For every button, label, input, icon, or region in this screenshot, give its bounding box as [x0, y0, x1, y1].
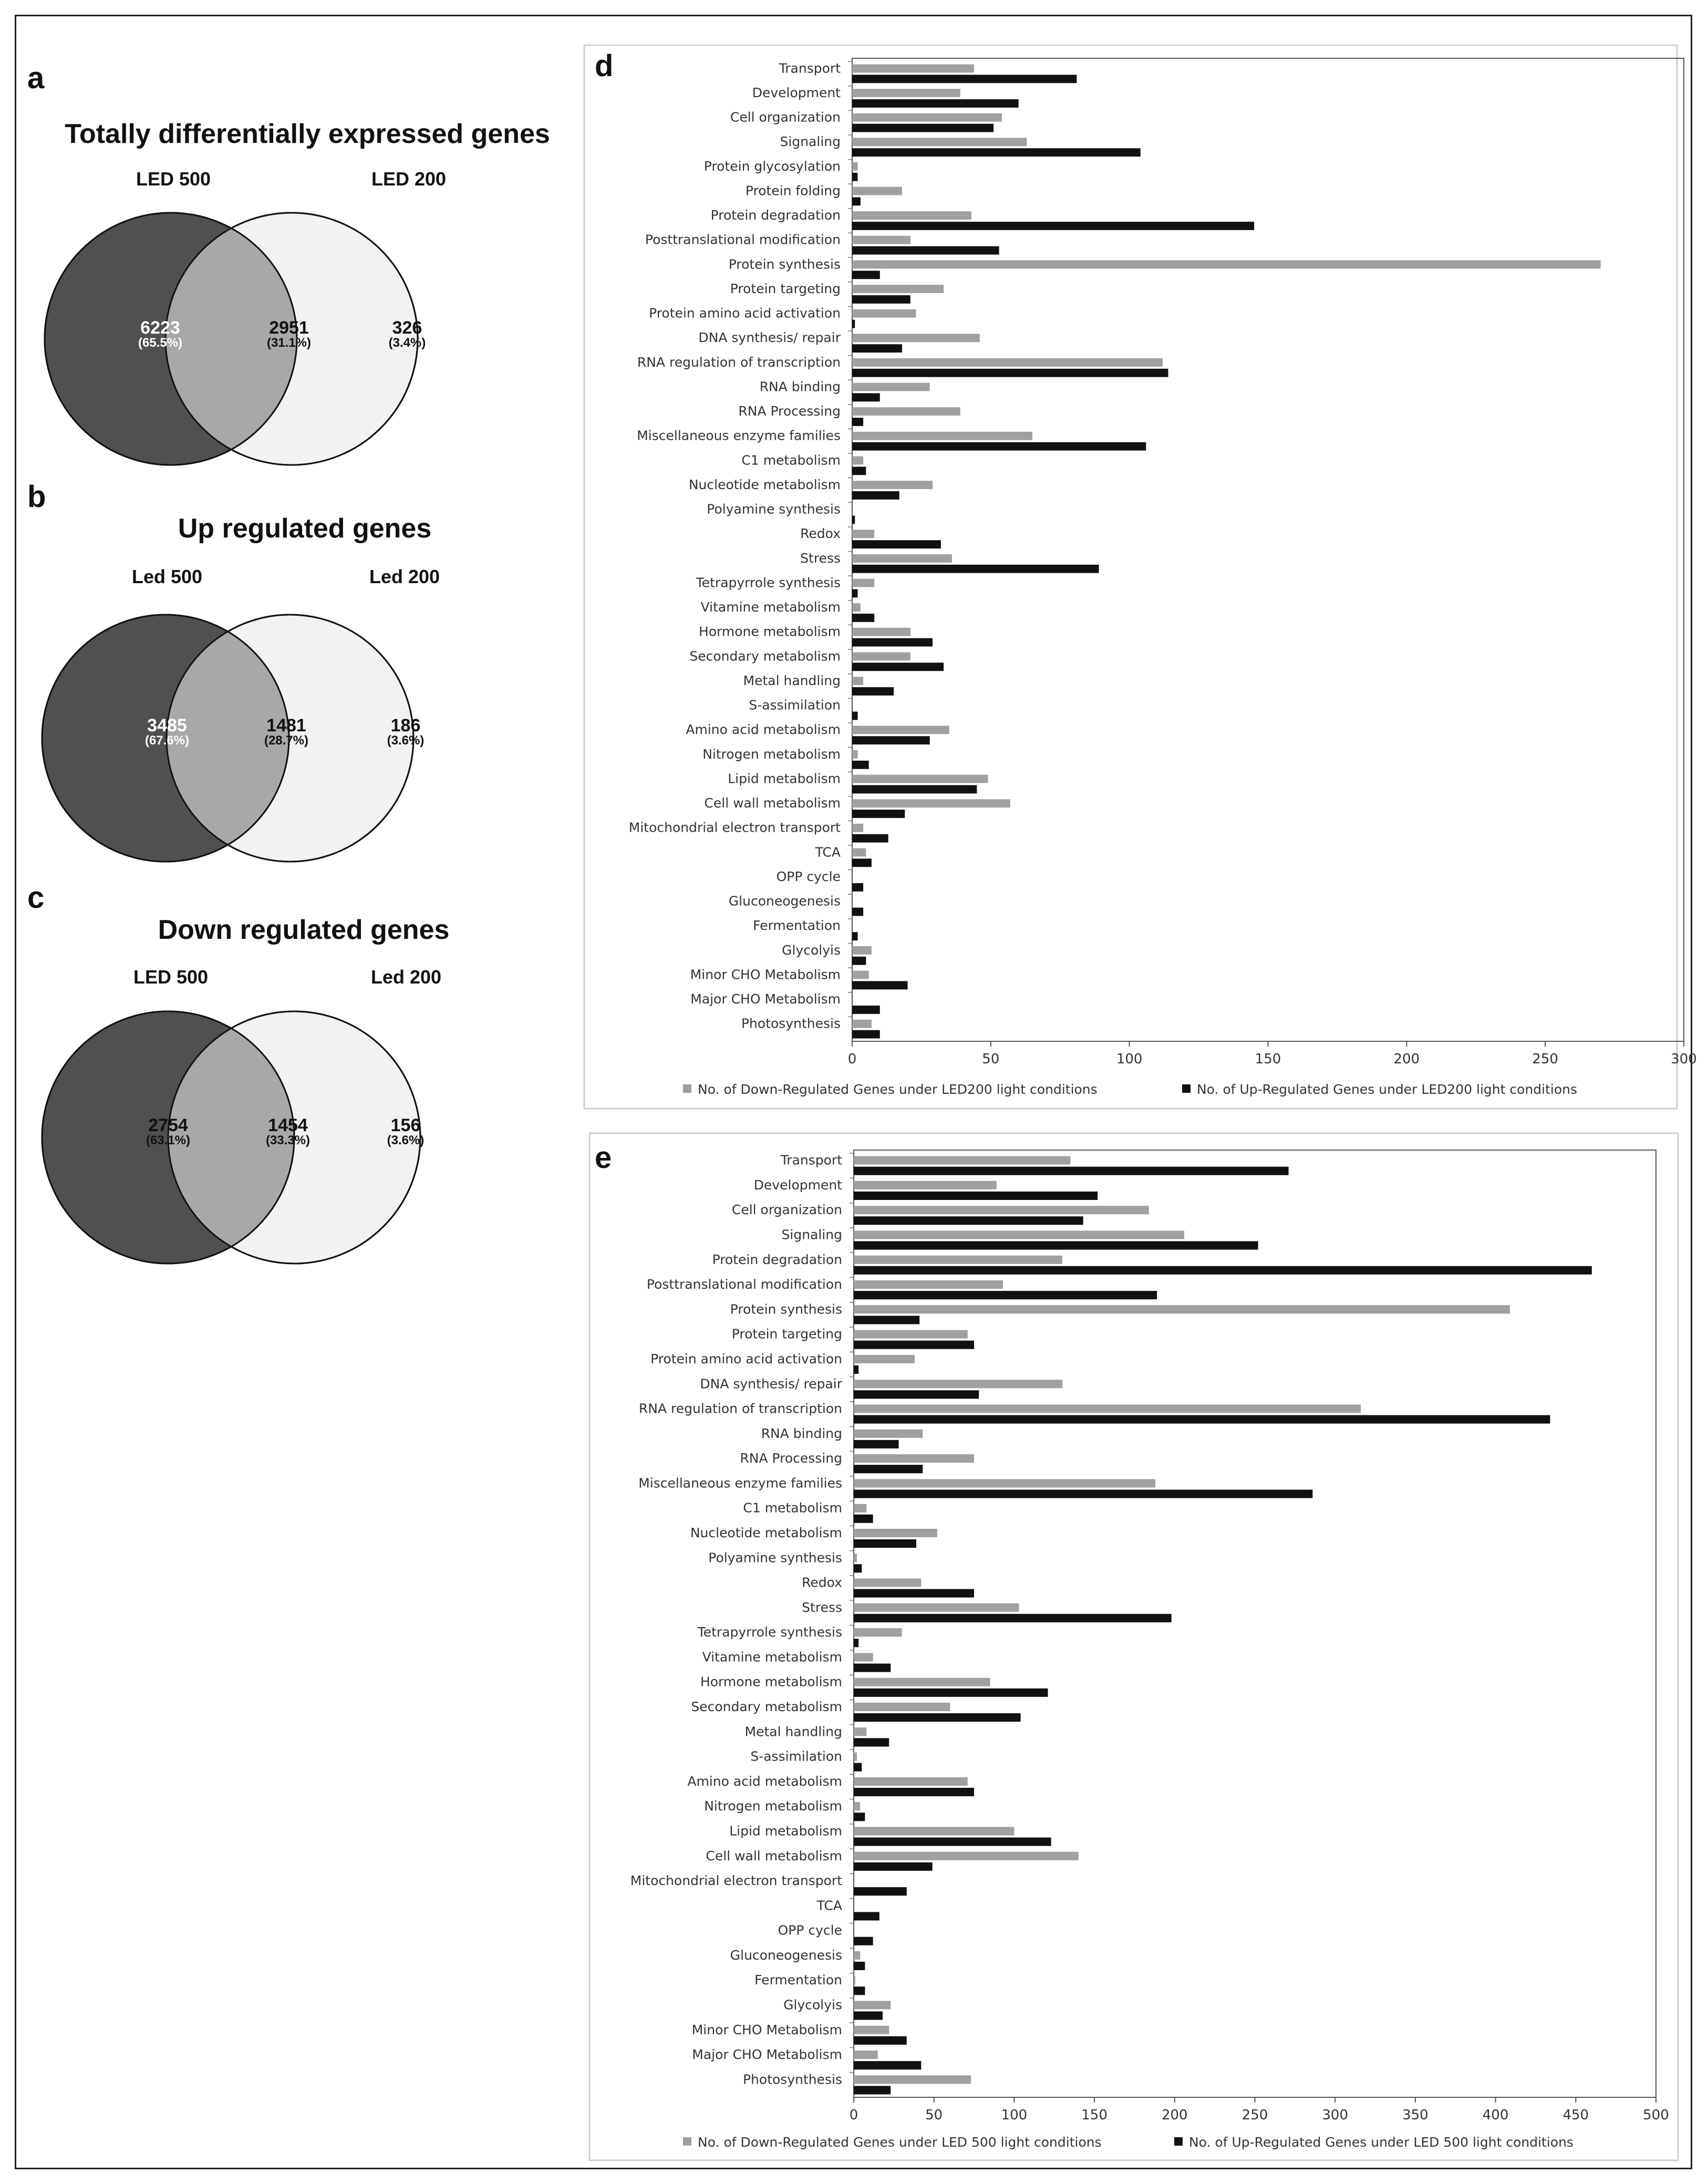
bar-down-regulated [854, 1678, 990, 1686]
category-label: Stress [802, 1599, 842, 1615]
bar-up-regulated [852, 712, 858, 720]
x-tick-label: 300 [1322, 2107, 1349, 2123]
bar-up-regulated [852, 418, 863, 426]
bar-down-regulated [852, 603, 861, 612]
bar-up-regulated [852, 222, 1254, 230]
category-label: Vitamine metabolism [702, 1649, 842, 1665]
bar-down-regulated [854, 1554, 857, 1562]
bar-up-regulated [852, 957, 866, 965]
bar-up-regulated [852, 858, 872, 867]
category-label: C1 metabolism [741, 452, 841, 468]
bar-up-regulated [852, 908, 863, 916]
category-label: Stress [800, 550, 841, 566]
bar-down-regulated [852, 677, 863, 685]
bar-down-regulated [854, 1653, 873, 1661]
venn-diagram-c [42, 1011, 420, 1264]
x-tick-label: 500 [1643, 2107, 1669, 2123]
bar-up-regulated [852, 761, 869, 769]
x-tick-label: 0 [847, 1051, 857, 1067]
bar-up-regulated [854, 1266, 1592, 1275]
bar-up-regulated [852, 736, 930, 744]
bar-up-regulated [854, 1167, 1289, 1175]
bar-up-regulated [854, 1713, 1021, 1722]
bar-down-regulated [854, 1628, 902, 1637]
venn-overlap-pct-a: (31.1%) [266, 336, 312, 350]
venn-title-b: Up regulated genes [178, 513, 432, 544]
bar-up-regulated [852, 883, 863, 892]
bar-down-regulated [854, 1852, 1079, 1860]
category-label: Development [752, 85, 841, 100]
category-label: Protein folding [745, 183, 841, 199]
category-label: Miscellaneous enzyme families [637, 428, 841, 443]
bar-down-regulated [852, 211, 971, 220]
category-label: Posttranslational modification [645, 232, 841, 247]
category-label: Metal handling [744, 1724, 842, 1740]
bar-down-regulated [854, 2075, 971, 2084]
bar-down-regulated [854, 1380, 1062, 1388]
bar-down-regulated [854, 1753, 857, 1761]
category-label: Secondary metabolism [689, 648, 841, 664]
category-label: Major CHO Metabolism [690, 991, 841, 1007]
bar-down-regulated [854, 1727, 866, 1736]
bar-down-regulated [854, 1976, 855, 1984]
bar-down-regulated [854, 1305, 1510, 1313]
category-label: Nucleotide metabolism [690, 1525, 842, 1540]
bar-down-regulated [854, 1454, 974, 1463]
bar-up-regulated [854, 1639, 858, 1647]
category-label: RNA binding [759, 379, 841, 395]
panel-letter-a: a [27, 61, 45, 95]
bar-down-regulated [852, 726, 949, 734]
category-label: Protein degradation [712, 1251, 842, 1267]
bar-down-regulated [852, 236, 910, 244]
bar-up-regulated [852, 614, 874, 622]
bar-down-regulated [852, 971, 869, 979]
venn-right-count-b: 186 [390, 716, 421, 736]
bar-up-regulated [854, 1390, 979, 1399]
bar-up-regulated [852, 124, 993, 132]
category-label: Photosynthesis [741, 1016, 841, 1031]
category-label: Tetrapyrrole synthesis [697, 1624, 842, 1640]
bar-up-regulated [852, 246, 999, 255]
bar-down-regulated [854, 1230, 1184, 1239]
bar-up-regulated [852, 442, 1146, 451]
bar-up-regulated [852, 1030, 880, 1039]
bar-up-regulated [852, 467, 866, 475]
category-label: OPP cycle [776, 868, 841, 884]
bar-down-regulated [852, 383, 930, 391]
bar-down-regulated [852, 89, 960, 97]
category-label: Minor CHO Metabolism [690, 967, 841, 982]
x-tick-label: 450 [1562, 2107, 1589, 2123]
bar-up-regulated [854, 1241, 1258, 1250]
x-tick-label: 100 [1001, 2107, 1028, 2123]
bar-up-regulated [852, 516, 855, 524]
category-label: Protein amino acid activation [649, 305, 841, 321]
category-label: Signaling [781, 1227, 842, 1243]
bar-down-regulated [854, 1330, 968, 1339]
bar-up-regulated [852, 540, 941, 548]
category-label: Tetrapyrrole synthesis [696, 575, 841, 591]
bar-up-regulated [854, 1440, 899, 1448]
bar-up-regulated [852, 687, 894, 696]
bar-down-regulated [854, 1951, 860, 1960]
bar-down-regulated [852, 309, 916, 318]
bar-up-regulated [852, 589, 858, 597]
bar-down-regulated [854, 1206, 1149, 1214]
category-label: Development [753, 1177, 842, 1193]
bar-down-regulated [852, 260, 1601, 268]
venn-overlap-count-a: 2951 [269, 318, 309, 338]
bar-up-regulated [854, 1986, 865, 1995]
category-label: Hormone metabolism [698, 624, 841, 639]
category-label: Fermentation [754, 1972, 842, 1988]
bar-down-regulated [854, 1529, 937, 1537]
bar-down-regulated [854, 2026, 889, 2034]
category-label: Protein glycosylation [703, 158, 841, 174]
category-label: Metal handling [743, 672, 841, 688]
category-label: Protein targeting [730, 281, 841, 296]
category-label: Nitrogen metabolism [702, 746, 841, 762]
bar-down-regulated [854, 2001, 891, 2009]
venn-overlap-count-b: 1481 [266, 716, 306, 736]
category-label: Major CHO Metabolism [692, 2047, 842, 2063]
bar-down-regulated [854, 1802, 860, 1810]
category-label: Mitochondrial electron transport [628, 820, 841, 835]
bar-up-regulated [852, 638, 933, 647]
category-label: Redox [802, 1575, 842, 1590]
category-label: RNA regulation of transcription [638, 1401, 842, 1416]
venn-title-a: Totally differentially expressed genes [65, 119, 550, 149]
venn-diagram-a [45, 213, 418, 465]
bar-up-regulated [854, 1316, 919, 1324]
category-label: Redox [800, 526, 841, 542]
venn-left-count-b: 3485 [147, 716, 187, 736]
bar-down-regulated [852, 162, 858, 171]
category-label: DNA synthesis/ repair [700, 1376, 842, 1392]
bar-down-regulated [852, 579, 874, 587]
venn-left-pct-a: (65.5%) [138, 336, 183, 350]
category-label: OPP cycle [778, 1922, 842, 1938]
bar-down-regulated [852, 1020, 872, 1028]
category-label: Mitochondrial electron transport [630, 1873, 842, 1889]
x-tick-label: 50 [982, 1051, 1000, 1067]
category-label: Transport [780, 1152, 842, 1168]
venn-left-label-c: LED 500 [133, 966, 209, 988]
x-tick-label: 0 [849, 2107, 858, 2123]
category-label: Protein targeting [731, 1326, 842, 1342]
bar-up-regulated [852, 173, 858, 181]
bar-up-regulated [852, 834, 888, 843]
legend-swatch-up [1182, 1084, 1191, 1093]
bar-down-regulated [852, 138, 1027, 146]
bar-up-regulated [852, 393, 880, 401]
x-tick-label: 200 [1393, 1051, 1420, 1067]
venn-left-count-c: 2754 [148, 1115, 188, 1135]
legend-label-down: No. of Down-Regulated Genes under LED200 light conditions [698, 1082, 1098, 1097]
venn-left-label-b: Led 500 [131, 566, 203, 587]
bar-up-regulated [854, 1192, 1098, 1200]
category-label: Hormone metabolism [700, 1674, 842, 1690]
category-label: Miscellaneous enzyme families [638, 1475, 842, 1491]
venn-overlap-count-c: 1454 [268, 1115, 308, 1135]
category-label: Nucleotide metabolism [688, 477, 841, 492]
category-label: Posttranslational modification [646, 1277, 842, 1292]
bar-down-regulated [854, 1181, 997, 1189]
bar-up-regulated [852, 75, 1076, 83]
bar-up-regulated [854, 1515, 873, 1523]
bar-up-regulated [854, 1291, 1157, 1299]
bar-up-regulated [854, 1912, 879, 1920]
category-label: RNA Processing [738, 403, 841, 419]
venn-overlap-pct-c: (33.3%) [265, 1133, 310, 1147]
bar-down-regulated [852, 456, 863, 464]
x-tick-label: 250 [1241, 2107, 1268, 2123]
bar-up-regulated [852, 1006, 880, 1014]
bar-down-regulated [854, 1504, 866, 1513]
panel-letter-c: c [27, 881, 45, 915]
bar-down-regulated [854, 1256, 1062, 1264]
venn-right-pct-c: (3.6%) [387, 1133, 425, 1147]
bar-down-regulated [854, 1280, 1003, 1289]
category-label: Nitrogen metabolism [704, 1798, 842, 1814]
bar-up-regulated [854, 1788, 974, 1796]
bar-up-regulated [854, 1738, 889, 1746]
bar-up-regulated [852, 320, 855, 328]
category-label: Photosynthesis [742, 2072, 842, 2087]
bar-up-regulated [854, 1813, 865, 1821]
legend-swatch-down [683, 2137, 691, 2146]
category-label: Polyamine synthesis [708, 1550, 842, 1566]
plot-area-d [852, 58, 1684, 1041]
bar-up-regulated [852, 663, 944, 671]
x-tick-label: 350 [1402, 2107, 1428, 2123]
panel-letter-e: e [595, 1141, 612, 1175]
bar-down-regulated [852, 481, 933, 489]
category-label: Secondary metabolism [691, 1699, 842, 1715]
category-label: RNA binding [761, 1425, 842, 1441]
bar-up-regulated [854, 1539, 916, 1548]
category-label: S-assimilation [749, 697, 841, 713]
bar-up-regulated [854, 2061, 921, 2069]
bar-chart-e [630, 1150, 1669, 2150]
bar-down-regulated [854, 1578, 921, 1587]
category-label: RNA Processing [740, 1451, 842, 1466]
venn-right-count-a: 326 [392, 318, 422, 338]
legend-label-up: No. of Up-Regulated Genes under LED 500 light conditions [1189, 2135, 1574, 2150]
category-label: C1 metabolism [743, 1500, 842, 1516]
bar-up-regulated [852, 810, 905, 818]
bar-down-regulated [854, 1430, 923, 1438]
category-label: Protein synthesis [730, 1301, 842, 1317]
bar-up-regulated [852, 99, 1019, 108]
bar-up-regulated [852, 565, 1099, 573]
category-label: Cell wall metabolism [706, 1848, 842, 1864]
bar-down-regulated [852, 946, 872, 955]
bar-up-regulated [854, 1763, 862, 1772]
bar-up-regulated [854, 1415, 1550, 1424]
bar-up-regulated [854, 2086, 891, 2094]
bar-down-regulated [852, 750, 858, 759]
x-tick-label: 200 [1161, 2107, 1188, 2123]
category-label: Protein synthesis [728, 256, 841, 272]
category-label: Polyamine synthesis [707, 501, 841, 517]
venn-left-pct-b: (67.6%) [144, 733, 190, 748]
panel-letter-b: b [27, 480, 46, 514]
category-label: Glycolyis [783, 1997, 842, 2013]
bar-down-regulated [852, 113, 1002, 122]
bar-down-regulated [854, 1156, 1070, 1165]
bar-down-regulated [852, 358, 1163, 367]
category-label: RNA regulation of transcription [637, 354, 841, 370]
category-label: Glycolyis [782, 942, 841, 958]
bar-down-regulated [852, 334, 980, 342]
bar-up-regulated [854, 1589, 974, 1598]
bar-up-regulated [854, 1564, 862, 1572]
category-label: Signaling [780, 134, 841, 150]
bar-down-regulated [852, 628, 910, 636]
bar-up-regulated [852, 344, 902, 353]
bar-up-regulated [854, 1465, 923, 1473]
bar-up-regulated [854, 1937, 873, 1945]
bar-up-regulated [854, 1216, 1083, 1225]
bar-up-regulated [854, 1341, 974, 1349]
bar-up-regulated [852, 369, 1168, 377]
category-label: Amino acid metabolism [686, 722, 841, 738]
venn-left-pct-c: (63.1%) [146, 1133, 191, 1147]
legend-swatch-down [683, 1084, 691, 1093]
bar-down-regulated [854, 1603, 1019, 1612]
venn-panel-a [27, 61, 550, 465]
bar-up-regulated [854, 1689, 1048, 1697]
bar-down-regulated [852, 824, 863, 832]
category-label: TCA [816, 1898, 842, 1913]
bar-up-regulated [852, 148, 1141, 157]
category-label: Fermentation [753, 918, 841, 934]
category-label: Cell wall metabolism [704, 795, 841, 811]
x-tick-label: 100 [1116, 1051, 1143, 1067]
bar-down-regulated [854, 1355, 915, 1363]
category-label: Amino acid metabolism [687, 1773, 842, 1789]
venn-overlap-pct-b: (28.7%) [264, 733, 309, 748]
venn-panel-c [27, 881, 449, 1264]
bar-down-regulated [852, 285, 944, 293]
venn-left-label-a: LED 500 [136, 168, 211, 190]
bar-chart-d [629, 58, 1697, 1097]
category-label: DNA synthesis/ repair [698, 330, 841, 346]
category-label: Cell organization [730, 109, 841, 125]
x-tick-label: 50 [925, 2107, 943, 2123]
category-label: Protein degradation [710, 208, 841, 223]
venn-right-label-a: LED 200 [371, 168, 447, 190]
category-label: Cell organization [731, 1202, 842, 1218]
venn-left-count-a: 6223 [140, 318, 180, 338]
bar-up-regulated [852, 491, 899, 500]
x-tick-label: 150 [1081, 2107, 1107, 2123]
bar-up-regulated [852, 295, 910, 304]
venn-right-count-c: 156 [390, 1115, 421, 1135]
bar-up-regulated [852, 785, 977, 793]
bar-down-regulated [852, 530, 874, 538]
bar-up-regulated [854, 1614, 1172, 1622]
x-tick-label: 150 [1255, 1051, 1281, 1067]
bar-down-regulated [852, 848, 866, 856]
bar-up-regulated [854, 1365, 858, 1374]
bar-down-regulated [852, 432, 1032, 440]
bar-down-regulated [854, 1703, 950, 1711]
bar-down-regulated [852, 64, 974, 73]
venn-title-c: Down regulated genes [158, 915, 450, 945]
category-label: Lipid metabolism [728, 771, 841, 786]
bar-up-regulated [854, 1962, 865, 1970]
bar-down-regulated [854, 1479, 1155, 1487]
category-label: Transport [779, 60, 841, 76]
category-label: TCA [815, 844, 841, 860]
bar-down-regulated [852, 775, 988, 783]
venn-diagram-b [42, 615, 413, 862]
venn-right-pct-b: (3.6%) [387, 733, 425, 748]
legend-label-up: No. of Up-Regulated Genes under LED200 light conditions [1197, 1082, 1578, 1097]
category-label: Vitamine metabolism [700, 599, 841, 615]
bar-up-regulated [854, 2036, 907, 2045]
bar-down-regulated [854, 2051, 878, 2059]
bar-up-regulated [852, 271, 880, 279]
legend-swatch-up [1174, 2137, 1183, 2146]
category-label: S-assimilation [750, 1748, 842, 1764]
x-tick-label: 400 [1482, 2107, 1509, 2123]
bar-down-regulated [854, 1777, 968, 1786]
venn-right-label-c: Led 200 [370, 966, 442, 988]
bar-down-regulated [852, 187, 902, 195]
category-label: Gluconeogenesis [730, 1947, 842, 1963]
bar-up-regulated [854, 1862, 933, 1871]
bar-up-regulated [854, 1837, 1051, 1846]
category-label: Lipid metabolism [729, 1823, 842, 1839]
bar-down-regulated [854, 1827, 1014, 1835]
bar-down-regulated [852, 652, 910, 660]
venn-panel-b [27, 480, 440, 862]
bar-down-regulated [852, 554, 952, 563]
category-label: Protein amino acid activation [650, 1351, 842, 1367]
category-label: Gluconeogenesis [728, 893, 841, 909]
bar-up-regulated [854, 1663, 891, 1672]
category-label: Minor CHO Metabolism [691, 2022, 842, 2037]
bar-up-regulated [852, 932, 858, 940]
bar-up-regulated [852, 981, 908, 989]
bar-down-regulated [854, 1404, 1361, 1413]
legend-label-down: No. of Down-Regulated Genes under LED 500 light conditions [698, 2135, 1102, 2150]
panel-letter-d: d [595, 49, 614, 83]
bar-up-regulated [854, 2011, 883, 2020]
x-tick-label: 300 [1671, 1051, 1697, 1067]
venn-right-label-b: Led 200 [369, 566, 440, 587]
venn-right-pct-a: (3.4%) [388, 336, 426, 350]
bar-down-regulated [852, 799, 1010, 808]
bar-up-regulated [854, 1887, 907, 1896]
bar-up-regulated [852, 197, 861, 205]
x-tick-label: 250 [1532, 1051, 1558, 1067]
bar-down-regulated [852, 407, 960, 416]
bar-up-regulated [854, 1489, 1312, 1498]
